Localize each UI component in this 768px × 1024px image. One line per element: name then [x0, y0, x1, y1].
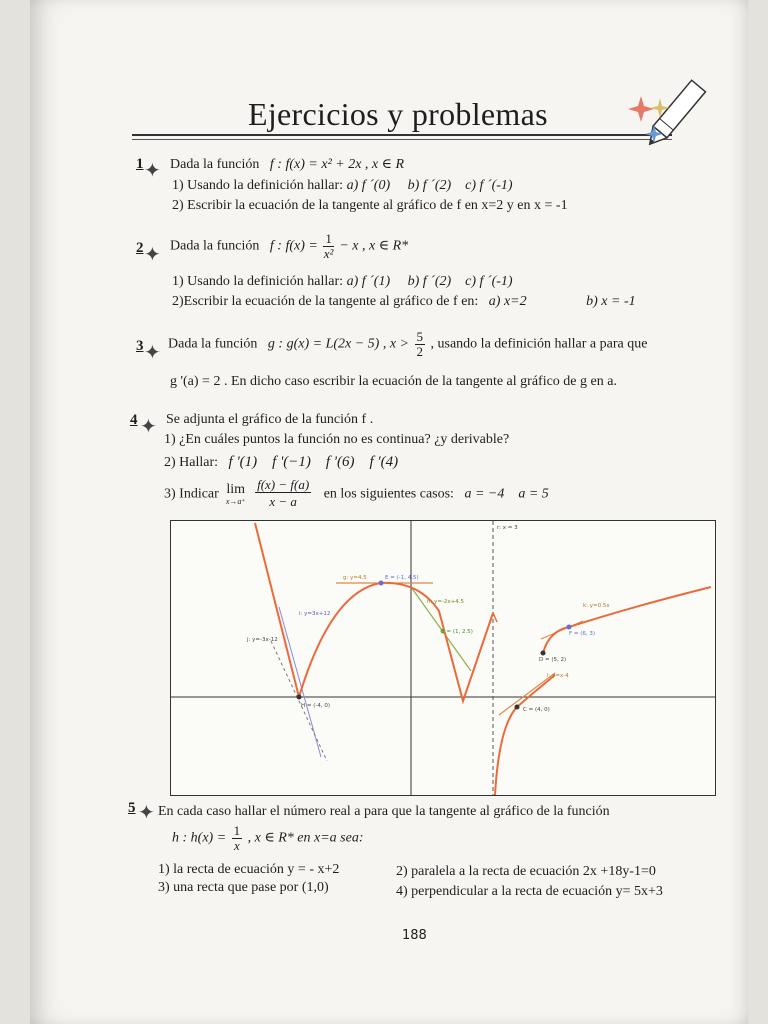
- label-H: H = (-4, 0): [301, 703, 331, 709]
- label-j: j: y=-3x-12: [247, 637, 278, 643]
- ex2-item1: [172, 274, 513, 290]
- ex2-fraction: [323, 232, 334, 261]
- ex4-limit-fraction: [255, 478, 311, 511]
- ex2-frac-num: 1: [325, 231, 332, 246]
- ex5-item4: 4) perpendicular a la recta de ecuación y= 5x+3: [396, 884, 663, 899]
- label-l: l: y=x-4: [547, 673, 569, 679]
- ex3-frac-den: 2: [416, 344, 424, 359]
- label-g: g: y=4.5: [343, 575, 367, 581]
- ex3-frac-num: 5: [416, 329, 424, 344]
- ex5-function-lhs: h : h(x) =: [172, 830, 227, 846]
- ex2-item2-text: 2)Escribir la ecuación de la tangente al gráfico de f en:: [172, 294, 479, 309]
- label-h: h: y=-2x+4.5: [427, 599, 465, 605]
- label-E: E = (-1, 4.5): [385, 575, 419, 581]
- ex2-item2: [172, 294, 636, 310]
- star-bullet-icon: ✦: [140, 416, 157, 438]
- ex4-item3: [164, 478, 549, 511]
- ex2-item1-a: a) f ´(1): [346, 274, 391, 289]
- ex2-frac-den: x²: [323, 246, 334, 261]
- ex4-lim-sub: x→a⁺: [225, 497, 246, 506]
- pencil-stars-icon: [610, 70, 720, 150]
- ex4-limit: [226, 483, 246, 506]
- point-D: [541, 651, 546, 656]
- exercise-number-3: 3: [136, 338, 144, 354]
- point-H: [297, 695, 302, 700]
- ex2-item2-b: b) x = -1: [586, 294, 636, 309]
- ex2-intro: Dada la función: [170, 238, 260, 254]
- label-x3: r: x = 3: [497, 525, 518, 531]
- star-bullet-icon: ✦: [144, 342, 161, 364]
- ex4-item2-values: f '(1) f '(−1) f '(6) f '(4): [228, 454, 399, 470]
- ex1-item1-a: a) f ´(0): [346, 178, 391, 193]
- ex4-lim-num: f(x) − f(a): [257, 477, 310, 492]
- label-k: k: y=0.5x: [583, 603, 610, 609]
- label-B: B = (1, 2.5): [441, 629, 473, 635]
- exercise-number-1: 1: [136, 156, 144, 172]
- curve-left-line: [255, 523, 299, 697]
- ex4-item1: 1) ¿En cuáles puntos la función no es continua? ¿y derivable?: [164, 432, 510, 447]
- ex5-fraction: [232, 824, 243, 853]
- ex3-tail: , usando la definición hallar a para que: [430, 336, 648, 352]
- page-number: 188: [402, 928, 427, 943]
- label-C: C = (4, 0): [523, 707, 550, 713]
- ex4-lim-word: lim: [226, 482, 246, 497]
- ex3-function: g : g(x) = L(2x − 5) , x >: [267, 336, 410, 352]
- label-F: F = (6, 3): [569, 631, 596, 637]
- ex4-item3-prefix: 3) Indicar: [164, 486, 219, 502]
- function-graph: [170, 520, 716, 796]
- exercise-number-5: 5: [128, 800, 136, 816]
- ex5-function-rhs: , x ∈ R* en x=a sea:: [247, 830, 364, 846]
- ex5-item1: 1) la recta de ecuación y = - x+2: [158, 862, 340, 877]
- curve-log: [543, 587, 711, 653]
- ex1-item1-c: c) f ´(-1): [465, 178, 513, 193]
- ex2-function-lhs: f : f(x) =: [269, 238, 318, 254]
- ex1-item1-prefix: 1) Usando la definición hallar:: [172, 178, 344, 193]
- ex5-item2: 2) paralela a la recta de ecuación 2x +18y-1=0: [396, 864, 656, 879]
- ex4-item2: [164, 454, 398, 471]
- ex1-intro-line: [170, 156, 404, 173]
- star-bullet-icon: ✦: [144, 160, 161, 182]
- title-underline-thin: [132, 139, 672, 140]
- ex5-item3: 3) una recta que pase por (1,0): [158, 880, 329, 895]
- ex3-fraction: [415, 330, 426, 359]
- point-C: [515, 705, 520, 710]
- label-i: i: y=3x+12: [299, 611, 331, 617]
- ex2-item1-c: c) f ´(-1): [465, 274, 513, 289]
- ex4-lim-den: x − a: [269, 494, 297, 509]
- ex1-function: f : f(x) = x² + 2x , x ∈ R: [269, 157, 405, 172]
- label-D: D = (5, 2): [539, 657, 567, 663]
- ex5-intro: En cada caso hallar el número real a para que la tangente al gráfico de la función: [158, 804, 610, 819]
- star-bullet-icon: ✦: [144, 244, 161, 266]
- ex2-function-rhs: − x , x ∈ R*: [339, 238, 409, 254]
- curve-hyperbola: [495, 675, 555, 795]
- point-F: [567, 625, 572, 630]
- title-underline: [132, 134, 672, 136]
- star-bullet-icon: ✦: [138, 802, 155, 824]
- ex5-frac-num: 1: [233, 823, 241, 838]
- ex3-line2: g '(a) = 2 . En dicho caso escribir la ecuación de la tangente al gráfico de g en a.: [170, 374, 617, 389]
- ex2-intro-line: [170, 232, 408, 261]
- ex4-item3-tail: en los siguientes casos:: [323, 486, 454, 502]
- ex1-item1: [172, 178, 513, 194]
- ex1-item1-b: b) f ´(2): [407, 178, 452, 193]
- ex1-item2: 2) Escribir la ecuación de la tangente al gráfico de f en x=2 y en x = -1: [172, 198, 568, 213]
- ex4-case1: a = −4: [464, 486, 505, 502]
- ex2-item2-a: a) x=2: [488, 294, 527, 309]
- ex1-intro: Dada la función: [170, 157, 260, 172]
- page-title: Ejercicios y problemas: [248, 96, 548, 132]
- ex3-intro: Dada la función: [168, 336, 258, 352]
- exercise-number-2: 2: [136, 240, 144, 256]
- tangent-j: [271, 641, 327, 761]
- page: [30, 0, 748, 1024]
- exercise-number-4: 4: [130, 412, 138, 428]
- ex3-intro-line: [168, 330, 647, 359]
- ex4-item2-prefix: 2) Hallar:: [164, 455, 219, 470]
- point-E: [379, 581, 384, 586]
- ex5-function-line: [172, 824, 363, 853]
- ex2-item1-prefix: 1) Usando la definición hallar:: [172, 274, 344, 289]
- ex2-item1-b: b) f ´(2): [407, 274, 452, 289]
- ex4-case2: a = 5: [518, 486, 549, 502]
- ex5-frac-den: x: [234, 838, 240, 853]
- ex4-intro: Se adjunta el gráfico de la función f .: [166, 412, 374, 427]
